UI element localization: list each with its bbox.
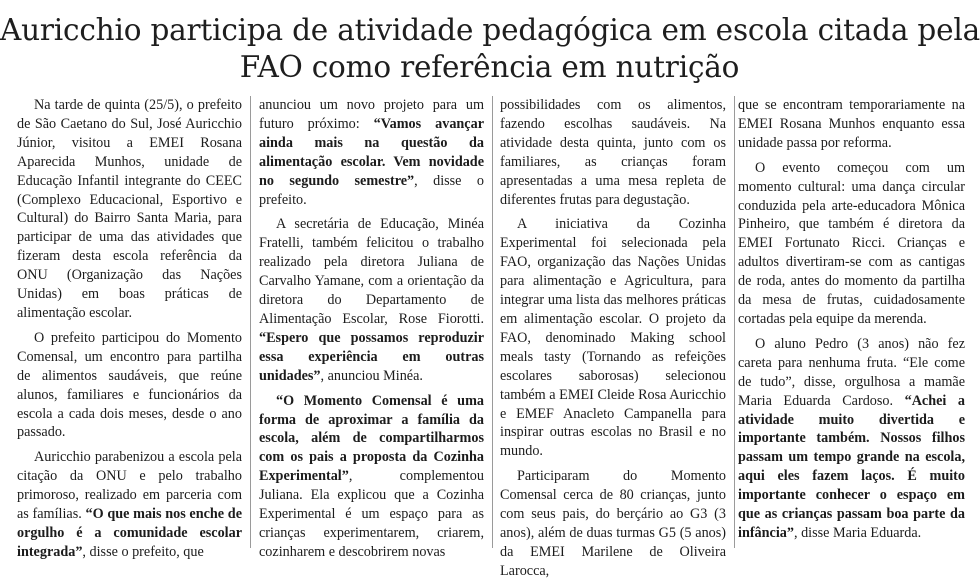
body-text: possibilidades com os alimentos, fazendo escolhas saudáveis. Na atividade desta quinta, junto com os familiares, as crianças foram apresentadas a uma mesa repleta de diferentes frutas para degustação. bbox=[500, 97, 726, 208]
body-text: Auricchio parabenizou a escola pela citação da ONU e pelo trabalho primoroso, realizado em parceria com as famílias. bbox=[17, 449, 242, 523]
body-text: , anunciou Minéa. bbox=[320, 367, 423, 384]
body-text: A secretária de Educação, Minéa Fratelli, também felicitou o trabalho realizado pela diretora Juliana de Carvalho Yamane, com a orientação da diretora do Departamento de Alimentação Escolar, Rose Fiorotti. bbox=[259, 216, 484, 327]
body-paragraph bbox=[500, 96, 726, 209]
body-text: A iniciativa da Cozinha Experimental foi selecionada pela FAO, organização das Nações Unidas para alimentação e Agricultura, para integrar uma lista das melhores práticas em alimentação escolar. O projeto da FAO, denominado Making school meals tasty (Tornando as refeições escolares saborosas) selecionou também a EMEI Cleide Rosa Auricchio e EMEF Anacleto Campanella para inspirar outras escolas no Brasil e no mundo. bbox=[500, 216, 726, 460]
body-paragraph bbox=[738, 159, 965, 329]
body-text: , complementou Juliana. Ela explicou que a Cozinha Experimental é um espaço para as crianças experimentarem, criarem, cozinharem e descobrirem novas bbox=[259, 468, 484, 560]
body-paragraph bbox=[738, 96, 965, 153]
body-text: , disse Maria Eduarda. bbox=[793, 524, 922, 541]
column-divider bbox=[250, 96, 251, 548]
quote-bold: “Achei a atividade muito divertida e importante também. Nossos filhos passam um tempo grande na escola, aqui eles fazem laços. É muito importante conhecer o espaço em que as crianças passam boa parte da infância” bbox=[738, 392, 965, 541]
body-text: O aluno Pedro (3 anos) não fez careta para nenhuma fruta. “Ele come de tudo”, disse, orgulhosa a mamãe Maria Eduarda Cardoso. bbox=[738, 335, 965, 409]
article-column-2 bbox=[259, 96, 484, 560]
body-paragraph bbox=[738, 335, 965, 543]
body-text: O prefeito participou do Momento Comensal, um encontro para partilha de alimentos saudáveis, que reúne alunos, familiares e funcionários da escola a cada dois meses, desde o ano passado. bbox=[17, 329, 242, 441]
headline-line-1: Auricchio participa de atividade pedagógica em escola citada pela bbox=[0, 13, 980, 47]
quote-bold: “O que mais nos enche de orgulho é a comunidade escolar integrada” bbox=[17, 506, 242, 560]
body-paragraph bbox=[259, 392, 484, 562]
body-paragraph bbox=[500, 215, 726, 461]
body-text: , disse o prefeito, que bbox=[82, 543, 204, 560]
body-text: que se encontram temporariamente na EMEI Rosana Munhos enquanto essa unidade passa por reforma. bbox=[738, 97, 965, 151]
column-divider bbox=[734, 96, 735, 548]
body-text: Participaram do Momento Comensal cerca de 80 crianças, junto com seus pais, do berçário ao G3 (3 anos), além de duas turmas G5 (5 anos) da EMEI Marilene de Oliveira Larocca, bbox=[500, 468, 726, 579]
body-paragraph bbox=[17, 329, 242, 442]
quote-bold: “Espero que possamos reproduzir essa experiência em outras unidades” bbox=[259, 329, 484, 384]
body-text: , disse o prefeito. bbox=[259, 172, 484, 208]
headline-line-2: FAO como referência em nutrição bbox=[239, 50, 740, 84]
body-text: anunciou um novo projeto para um futuro próximo: bbox=[259, 97, 484, 132]
body-paragraph bbox=[17, 448, 242, 561]
quote-bold: “O Momento Comensal é uma forma de aproximar a família da escola, além de compartilharmos com os pais a proposta da Cozinha Experimental” bbox=[259, 392, 484, 485]
column-divider bbox=[492, 96, 493, 548]
body-text: O evento começou com um momento cultural: uma dança circular conduzida pela arte-educadora Mônica Pinheiro, que também é diretora da EMEI Fortunato Ricci. Crianças e adultos divertiram-se com as cantigas de roda, antes do momento da partilha da mesa de frutas, cuidadosamente cortadas pela equipe da merenda. bbox=[738, 159, 965, 327]
article-column-4 bbox=[738, 96, 965, 552]
body-paragraph bbox=[259, 96, 484, 209]
article-column-3 bbox=[500, 96, 726, 579]
body-paragraph bbox=[259, 215, 484, 385]
body-text: Na tarde de quinta (25/5), o prefeito de São Caetano do Sul, José Auricchio Júnior, visitou a EMEI Rosana Aparecida Munhos, unidade de Educação Infantil integrante do CEEC (Complexo Educacional, Esportivo e Cultural) do Bairro Santa Maria, para participar de uma das atividades que fizeram desta escola referência da ONU (Organização das Nações Unidas) em boas práticas de alimentação escolar. bbox=[17, 97, 242, 321]
article-column-1 bbox=[17, 96, 242, 560]
body-paragraph bbox=[17, 96, 242, 323]
quote-bold: “Vamos avançar ainda mais na questão da alimentação escolar. Vem novidade no segundo semestre” bbox=[259, 115, 484, 189]
article-headline bbox=[0, 12, 979, 86]
body-paragraph bbox=[500, 467, 726, 580]
